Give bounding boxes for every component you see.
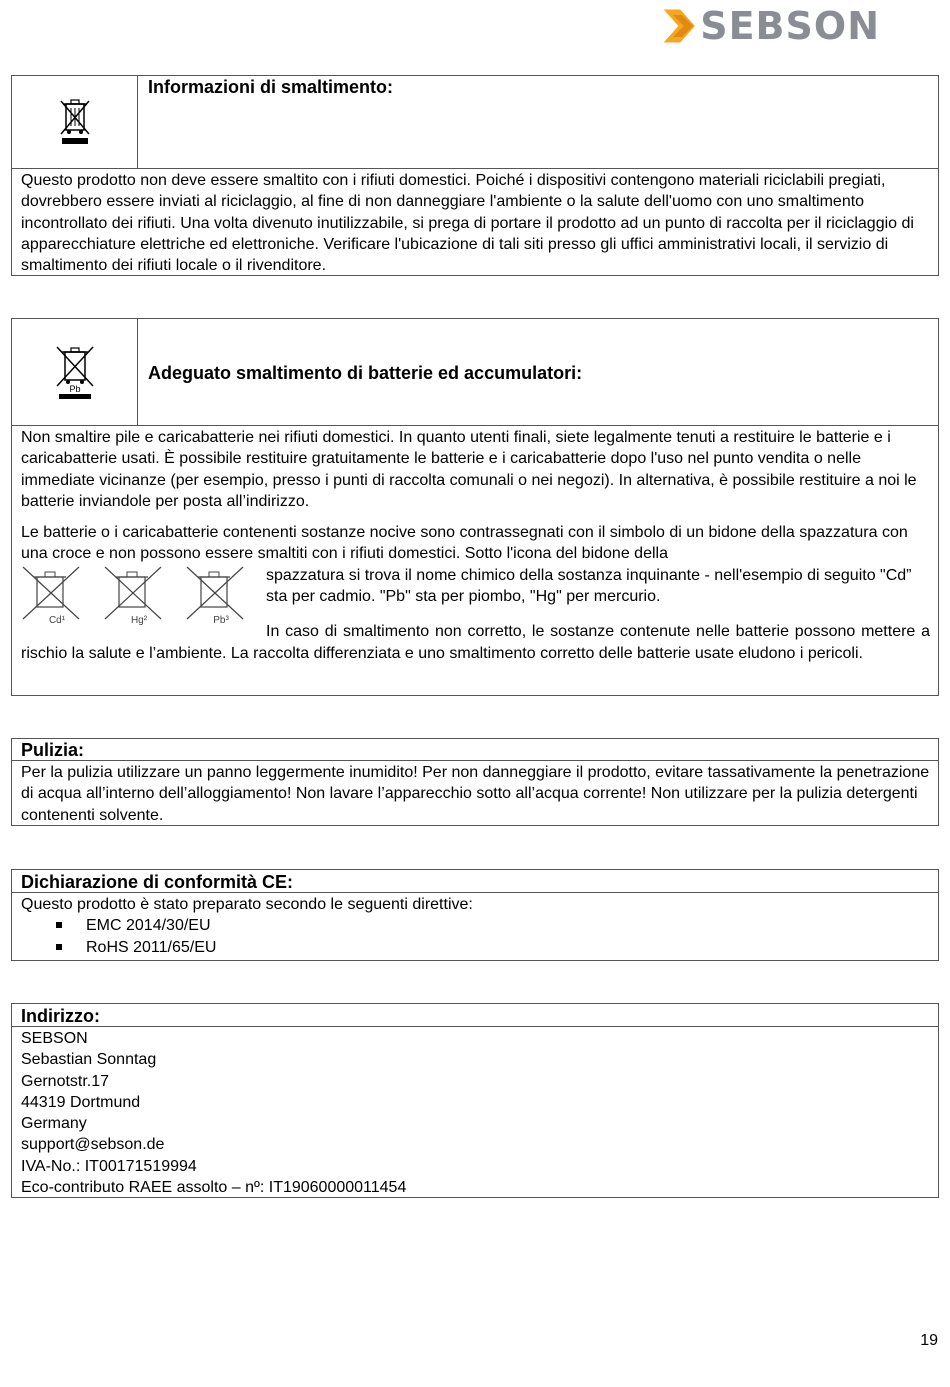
ce-intro: Questo prodotto è stato preparato secondo le seguenti direttive:	[21, 896, 473, 913]
battery-title: Adeguato smaltimento di batterie ed accumulatori:	[148, 363, 583, 384]
cleaning-title: Pulizia:	[12, 739, 938, 761]
disposal-section	[11, 75, 939, 276]
battery-para1: Non smaltire pile e caricabatterie nei rifiuti domestici. In quanto utenti finali, siete legalmente tenuti a restituire le batterie e i caricabatterie usati. È possibile restituire gratuitamente le batterie e i caricabatterie dopo l'uso nel punto vendita o nelle immediate vicinanze (per esempio, presso i punti di raccolta comunali o nei negozi). In alternativa, è possibile restituire a noi le batterie inviandole per posta all’indirizzo.	[21, 429, 917, 510]
cleaning-text: Per la pulizia utilizzare un panno leggermente inumidito! Per non danneggiare il prodotto, evitare tassativamente la penetrazione di acqua all’interno dell’alloggiamento! Non lavare l’apparecchio sotto all’acqua corrente! Non utilizzare per la pulizia detergenti contenenti solvente.	[21, 764, 930, 824]
crossed-bin-pb-icon	[53, 344, 97, 400]
battery-para2-side: spazzatura si trova il nome chimico della sostanza inquinante - nell'esempio di seguito "Cd” sta per cadmio. "Pb" sta per piombo, "Hg" per mercurio.	[266, 566, 912, 606]
address-section	[11, 1003, 939, 1198]
address-line: 44319 Dortmund	[21, 1093, 141, 1111]
address-line: Germany	[21, 1115, 87, 1133]
bin-label: Hg²	[130, 614, 148, 626]
crossed-bin-hg-icon	[103, 565, 175, 625]
battery-para2-intro: Le batterie o i caricabatterie contenenti sostanze nocive sono contrassegnati con il simbolo di un bidone della spazzatura con una croce e non possono essere smaltiti con i rifiuti domestici. Sotto l'icona del bidone della	[21, 524, 908, 563]
address-line: Gernotstr.17	[21, 1072, 110, 1090]
icon-cell	[12, 319, 138, 425]
address-email: support@sebson.de	[21, 1136, 165, 1154]
ce-section	[11, 869, 939, 961]
pb-label: Pb	[68, 384, 81, 394]
crossed-bin-pb-icon	[185, 565, 257, 625]
ce-title: Dichiarazione di conformità CE:	[12, 870, 938, 893]
logo-text: SEBSON	[700, 4, 880, 48]
crossed-bin-cd-icon	[21, 565, 93, 625]
crossed-bin-icon	[58, 98, 92, 146]
ce-directive-item: EMC 2014/30/EU	[56, 915, 930, 936]
address-title: Indirizzo:	[12, 1004, 938, 1027]
cleaning-section	[11, 738, 939, 826]
disposal-title: Informazioni di smaltimento:	[148, 77, 394, 97]
address-line: IVA-No.: IT00171519994	[21, 1157, 197, 1175]
ce-directive-item: RoHS 2011/65/EU	[56, 937, 930, 958]
address-line: SEBSON	[21, 1030, 88, 1047]
battery-para3: In caso di smaltimento non corretto, le sostanze contenute nelle batterie possono mettere a rischio la salute e l’ambiente. La raccolta differenziata e uno smaltimento corretto delle batterie usate eludono i pericoli.	[21, 623, 930, 662]
bin-label: Pb³	[213, 614, 229, 626]
ce-directive-list	[21, 915, 930, 958]
battery-bin-icons	[21, 565, 257, 625]
icon-cell	[12, 76, 138, 168]
bin-label: Cd¹	[48, 614, 66, 626]
disposal-text: Questo prodotto non deve essere smaltito con i rifiuti domestici. Poiché i dispositivi contengono materiali riciclabili pregiati, dovrebbero essere inviati al riciclaggio, al fine di non danneggiare l'ambiente o la salute dell'uomo con uno smaltimento incontrollato dei rifiuti. Una volta divenuto inutilizzabile, si prega di portare il prodotto ad un punto di raccolta per il riciclaggio di apparecchiature elettriche ed elettroniche. Verificare l'ubicazione di tali siti presso gli uffici amministrativi locali, il servizio di smaltimento dei rifiuti locale o il rivenditore.	[21, 172, 914, 275]
chevron-logo-icon	[660, 6, 702, 46]
page-number: 19	[920, 1332, 938, 1349]
sebson-logo	[660, 6, 880, 46]
address-line: Sebastian Sonntag	[21, 1051, 157, 1069]
battery-section	[11, 318, 939, 696]
address-line: Eco-contributo RAEE assolto – nº: IT19060000011454	[21, 1179, 407, 1197]
